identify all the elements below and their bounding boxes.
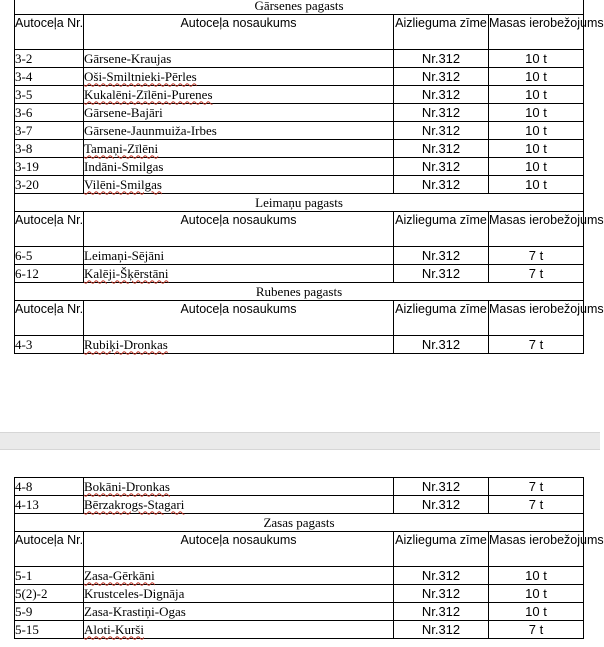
table-row [15,336,584,354]
mass-limit-cell: 10 t [489,140,584,158]
road-name-cell [84,140,394,158]
road-number-cell: 3-19 [15,158,84,176]
road-name-text: Indāni-Smilgas [84,158,164,174]
table-row [15,140,584,158]
road-restrictions-table-continued [14,477,604,639]
prohibition-sign-cell: Nr.312 [394,122,489,140]
prohibition-sign-cell: Nr.312 [394,603,489,621]
mass-limit-cell: 7 t [489,336,584,354]
header-mass-limit: Masas ierobežojums [489,532,584,567]
road-number-cell: 4-13 [15,496,84,514]
table-row [15,122,584,140]
road-name-cell [84,68,394,86]
mass-limit-cell: 7 t [489,496,584,514]
road-number-cell: 4-3 [15,336,84,354]
document-page-bottom [0,450,604,647]
table-row [15,104,584,122]
prohibition-sign-cell: Nr.312 [394,50,489,68]
mass-limit-cell: 7 t [489,621,584,639]
road-number-cell: 5-1 [15,567,84,585]
table-row [15,265,584,283]
road-name-text: Gārsene-Jaunmuiža-Irbes [84,122,217,138]
header-prohibition-sign: Aizlieguma zīme [394,212,489,247]
road-number-cell: 3-7 [15,122,84,140]
road-name-cell [84,621,394,639]
table-row [15,176,584,194]
prohibition-sign-cell: Nr.312 [394,247,489,265]
road-name-cell [84,585,394,603]
section-title-row [15,283,584,301]
road-number-cell: 6-5 [15,247,84,265]
prohibition-sign-cell: Nr.312 [394,478,489,496]
table-header-row [15,301,584,336]
header-road-number: Autoceļa Nr. [15,532,84,567]
prohibition-sign-cell: Nr.312 [394,585,489,603]
mass-limit-cell: 10 t [489,176,584,194]
table-row [15,585,584,603]
prohibition-sign-cell: Nr.312 [394,68,489,86]
road-number-cell: 3-4 [15,68,84,86]
road-name-cell [84,603,394,621]
section-title-row [15,0,584,15]
road-number-cell: 3-5 [15,86,84,104]
road-name-cell [84,176,394,194]
header-road-name: Autoceļa nosaukums [84,212,394,247]
road-name-text: Gārsene-Bajāri [84,104,163,120]
road-name-cell [84,104,394,122]
table-row [15,68,584,86]
table-header-row [15,532,584,567]
road-name-cell [84,50,394,68]
road-name-cell [84,567,394,585]
road-name-text: Oši-Smiltnieki-Pērles [84,68,197,84]
header-prohibition-sign: Aizlieguma zīme [394,301,489,336]
road-name-text: Zasa-Gērkāni [84,567,155,583]
road-name-text: Bokāni-Dronkas [84,478,170,494]
section-title: Rubenes pagasts [15,283,584,301]
header-road-name: Autoceļa nosaukums [84,15,394,50]
mass-limit-cell: 10 t [489,68,584,86]
header-road-number: Autoceļa Nr. [15,15,84,50]
road-name-cell [84,122,394,140]
mass-limit-cell: 10 t [489,585,584,603]
road-number-cell: 3-6 [15,104,84,122]
section-title-row [15,514,584,532]
road-number-cell: 6-12 [15,265,84,283]
road-number-cell: 3-20 [15,176,84,194]
section-title: Gārsenes pagasts [15,0,584,15]
section-title-row [15,194,584,212]
table-header-row [15,212,584,247]
header-prohibition-sign: Aizlieguma zīme [394,15,489,50]
header-road-number: Autoceļa Nr. [15,301,84,336]
table-row [15,496,584,514]
table-header-row [15,15,584,50]
road-name-cell [84,496,394,514]
header-prohibition-sign: Aizlieguma zīme [394,532,489,567]
road-name-text: Bērzakrogs-Stagari [84,496,185,512]
road-number-cell: 5-9 [15,603,84,621]
prohibition-sign-cell: Nr.312 [394,621,489,639]
header-road-name: Autoceļa nosaukums [84,532,394,567]
table-row [15,158,584,176]
road-number-cell: 3-2 [15,50,84,68]
road-name-text: Rubiķi-Dronkas [84,336,168,352]
road-name-text: Zasa-Krastiņi-Ogas [84,603,186,619]
prohibition-sign-cell: Nr.312 [394,265,489,283]
road-name-cell [84,265,394,283]
header-mass-limit: Masas ierobežojums [489,15,584,50]
section-title: Zasas pagasts [15,514,584,532]
road-number-cell: 5(2)-2 [15,585,84,603]
page-break-gap [0,432,600,450]
road-number-cell: 3-8 [15,140,84,158]
road-number-cell: 4-8 [15,478,84,496]
header-road-number: Autoceļa Nr. [15,212,84,247]
road-name-cell [84,247,394,265]
header-road-name: Autoceļa nosaukums [84,301,394,336]
road-name-text: Leimaņi-Sējāni [84,247,165,263]
table-row [15,86,584,104]
table-row [15,603,584,621]
road-name-text: Tamaņi-Zīlēni [84,140,159,156]
prohibition-sign-cell: Nr.312 [394,140,489,158]
mass-limit-cell: 10 t [489,104,584,122]
road-name-text: Kukalēni-Zīlēni-Purenes [84,86,213,102]
table-row [15,50,584,68]
road-name-text: Vilēni-Smilgas [84,176,162,192]
prohibition-sign-cell: Nr.312 [394,496,489,514]
header-mass-limit: Masas ierobežojums [489,212,584,247]
prohibition-sign-cell: Nr.312 [394,567,489,585]
header-mass-limit: Masas ierobežojums [489,301,584,336]
mass-limit-cell: 10 t [489,50,584,68]
prohibition-sign-cell: Nr.312 [394,336,489,354]
road-name-cell [84,86,394,104]
section-title: Leimaņu pagasts [15,194,584,212]
table-row [15,247,584,265]
road-name-text: Gārsene-Kraujas [84,50,172,66]
mass-limit-cell: 10 t [489,122,584,140]
mass-limit-cell: 7 t [489,247,584,265]
table-row [15,567,584,585]
prohibition-sign-cell: Nr.312 [394,86,489,104]
table-row [15,478,584,496]
road-name-text: Krustceles-Dignāja [84,585,185,601]
prohibition-sign-cell: Nr.312 [394,158,489,176]
prohibition-sign-cell: Nr.312 [394,176,489,194]
road-restrictions-table [14,0,604,354]
mass-limit-cell: 10 t [489,158,584,176]
road-name-text: Kalēji-Šķērstāni [84,265,169,281]
road-name-cell [84,478,394,496]
prohibition-sign-cell: Nr.312 [394,104,489,122]
mass-limit-cell: 7 t [489,265,584,283]
mass-limit-cell: 7 t [489,478,584,496]
road-name-cell [84,336,394,354]
mass-limit-cell: 10 t [489,567,584,585]
road-name-cell [84,158,394,176]
mass-limit-cell: 10 t [489,603,584,621]
road-name-text: Aloti-Kurši [84,621,144,637]
table-row [15,621,584,639]
mass-limit-cell: 10 t [489,86,584,104]
road-number-cell: 5-15 [15,621,84,639]
